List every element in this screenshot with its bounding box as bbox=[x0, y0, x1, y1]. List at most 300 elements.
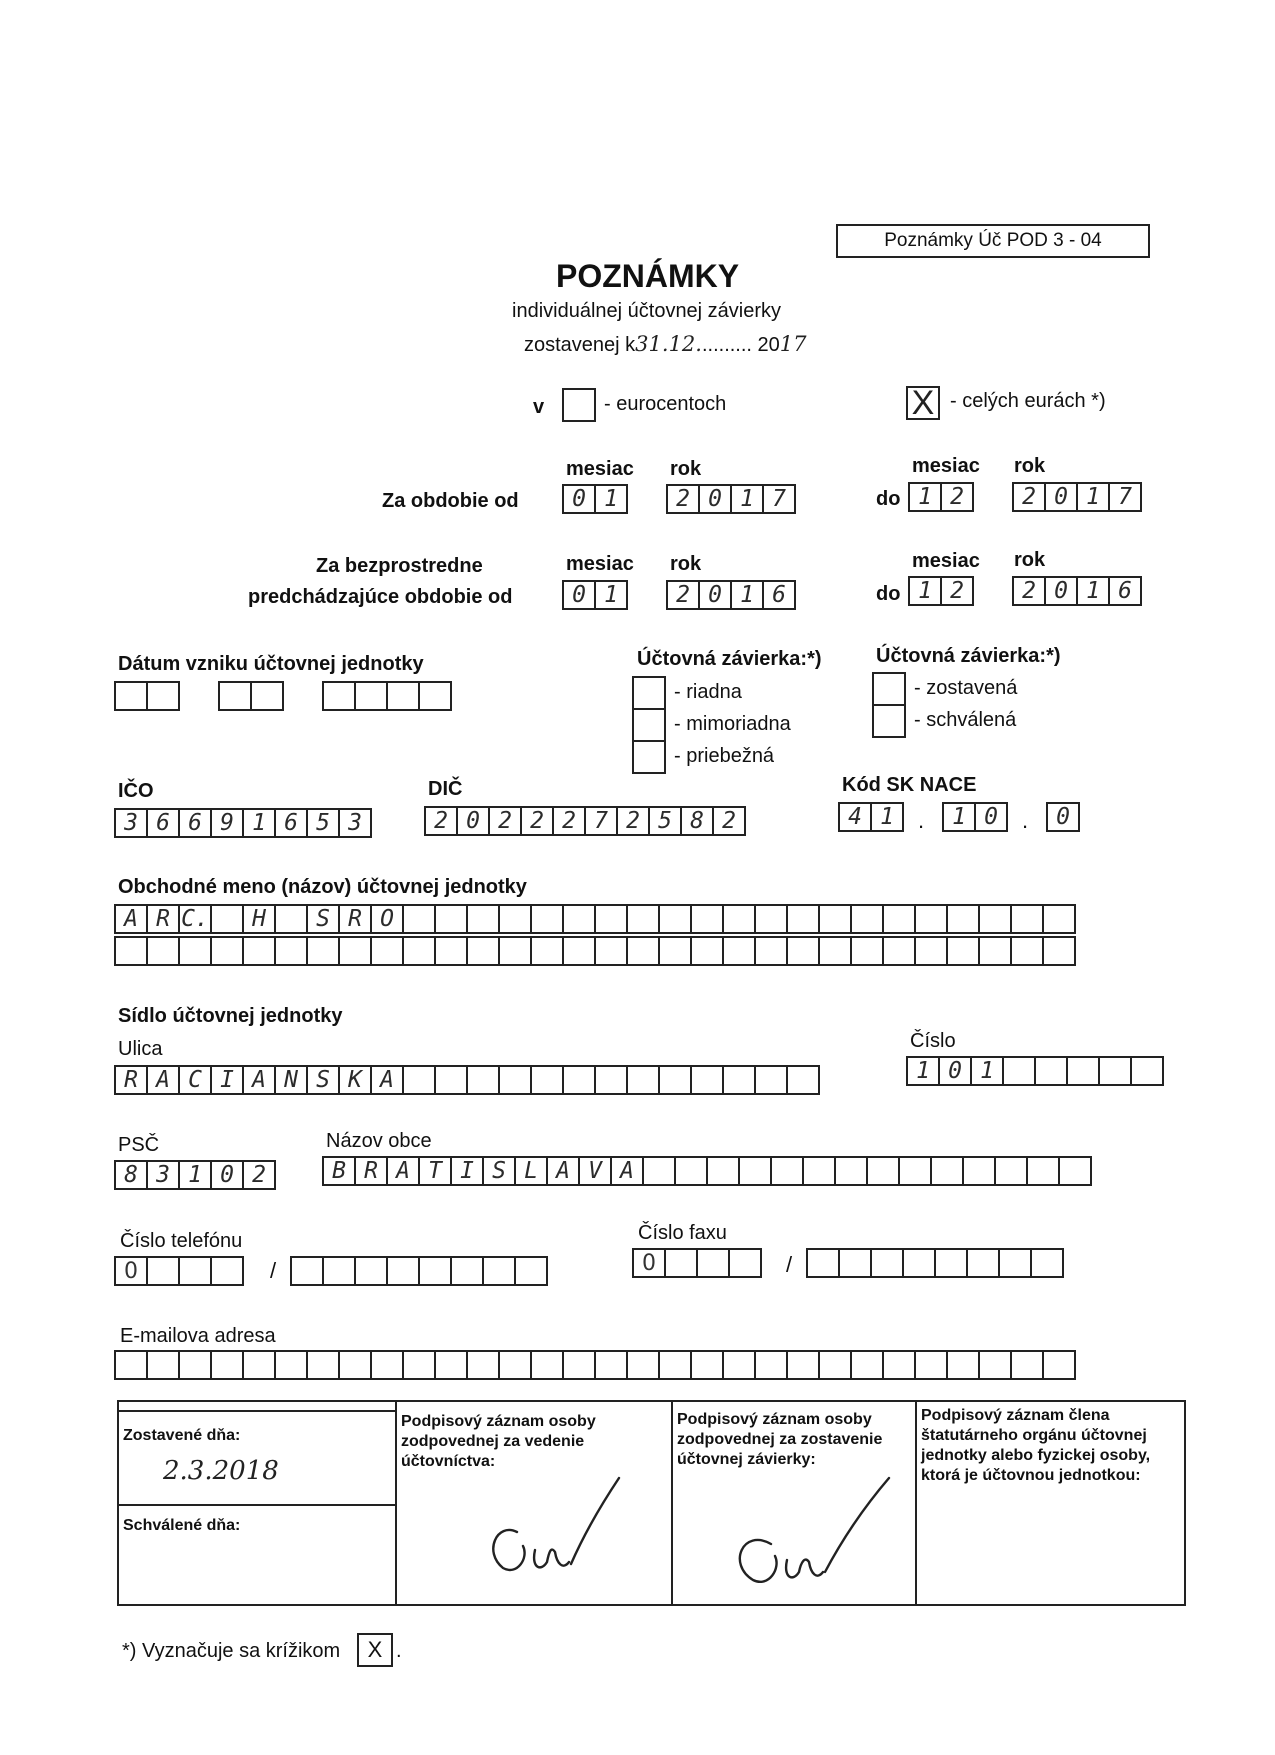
char-box[interactable] bbox=[434, 904, 468, 934]
form-code: Poznámky Úč POD 3 - 04 bbox=[884, 230, 1102, 251]
fax-prefix-field[interactable] bbox=[632, 1248, 760, 1278]
char-box[interactable] bbox=[498, 1065, 532, 1095]
char-box[interactable] bbox=[418, 1256, 452, 1286]
phone-prefix-field[interactable] bbox=[114, 1256, 242, 1286]
char-box[interactable] bbox=[690, 936, 724, 966]
digit[interactable]: 1 bbox=[594, 484, 628, 514]
char-box[interactable] bbox=[402, 936, 436, 966]
compiled-prefix: zostavenej k bbox=[524, 334, 636, 356]
compiled-label: Zostavené dňa: bbox=[123, 1427, 241, 1444]
char-box[interactable] bbox=[338, 1350, 372, 1380]
signature-col-statutory bbox=[915, 1402, 1188, 1604]
char[interactable]: C. bbox=[178, 904, 212, 934]
char-box[interactable] bbox=[466, 904, 500, 934]
period-from-month[interactable] bbox=[562, 484, 626, 514]
nace-dot: . bbox=[918, 808, 925, 833]
char-box[interactable] bbox=[834, 1156, 868, 1186]
closing-approved-checkbox[interactable] bbox=[872, 704, 906, 738]
digit[interactable]: 3 bbox=[114, 808, 148, 838]
digit[interactable]: 2 bbox=[552, 806, 586, 836]
closing-extraordinary-checkbox[interactable] bbox=[632, 708, 666, 742]
char[interactable]: B bbox=[322, 1156, 356, 1186]
digit[interactable]: 5 bbox=[306, 808, 340, 838]
char-box[interactable] bbox=[514, 1256, 548, 1286]
char-box[interactable] bbox=[934, 1248, 968, 1278]
char-box[interactable] bbox=[482, 1256, 516, 1286]
digit[interactable]: 2 bbox=[616, 806, 650, 836]
char-box[interactable] bbox=[786, 936, 820, 966]
char-box[interactable] bbox=[114, 936, 148, 966]
char-box[interactable] bbox=[530, 904, 564, 934]
char-box[interactable] bbox=[1010, 904, 1044, 934]
char-box[interactable] bbox=[594, 936, 628, 966]
digit[interactable]: 6 bbox=[1108, 576, 1142, 606]
footnote-mark-box bbox=[357, 1633, 393, 1667]
prev-to-month[interactable] bbox=[908, 576, 972, 606]
char-box[interactable] bbox=[290, 1256, 324, 1286]
digit-box[interactable] bbox=[664, 1248, 698, 1278]
digit[interactable]: 1 bbox=[1076, 482, 1110, 512]
char-box[interactable] bbox=[626, 936, 660, 966]
char-box[interactable] bbox=[210, 1350, 244, 1380]
char-box[interactable] bbox=[402, 1065, 436, 1095]
char-box[interactable] bbox=[658, 904, 692, 934]
char-box[interactable] bbox=[882, 1350, 916, 1380]
char-box[interactable] bbox=[1010, 1350, 1044, 1380]
char-box[interactable] bbox=[850, 1350, 884, 1380]
char-box[interactable] bbox=[850, 904, 884, 934]
char[interactable]: A bbox=[610, 1156, 644, 1186]
digit[interactable]: 2 bbox=[712, 806, 746, 836]
digit[interactable]: 2 bbox=[940, 576, 974, 606]
char-box[interactable] bbox=[306, 1350, 340, 1380]
signature-mark bbox=[713, 1472, 903, 1592]
char-box[interactable] bbox=[882, 936, 916, 966]
digit[interactable]: 0 bbox=[632, 1248, 666, 1278]
founding-year[interactable] bbox=[322, 681, 450, 711]
char-box[interactable] bbox=[690, 1350, 724, 1380]
char-box[interactable] bbox=[1098, 1056, 1132, 1086]
char-box[interactable] bbox=[242, 936, 276, 966]
char[interactable]: V bbox=[578, 1156, 612, 1186]
digit[interactable]: 1 bbox=[1076, 576, 1110, 606]
fax-label: Číslo faxu bbox=[638, 1222, 727, 1244]
char-box[interactable] bbox=[722, 1065, 756, 1095]
char[interactable]: L bbox=[514, 1156, 548, 1186]
closing-interim-checkbox[interactable] bbox=[632, 740, 666, 774]
char-box[interactable] bbox=[306, 936, 340, 966]
char-box[interactable] bbox=[626, 1065, 660, 1095]
digit-box[interactable] bbox=[218, 681, 252, 711]
char[interactable]: 1 bbox=[970, 1056, 1004, 1086]
digit-box[interactable] bbox=[178, 1256, 212, 1286]
char-box[interactable] bbox=[914, 1350, 948, 1380]
company-name-row-2[interactable] bbox=[114, 936, 1074, 966]
char-box[interactable] bbox=[946, 936, 980, 966]
char[interactable]: N bbox=[274, 1065, 308, 1095]
char-box[interactable] bbox=[902, 1248, 936, 1278]
nace-part2[interactable] bbox=[942, 802, 1006, 832]
phone-number-field[interactable] bbox=[290, 1256, 546, 1286]
period-to-label: do bbox=[876, 488, 901, 510]
form-code-box bbox=[836, 224, 1150, 258]
street-label: Ulica bbox=[118, 1038, 163, 1060]
digit[interactable]: 8 bbox=[680, 806, 714, 836]
char-box[interactable] bbox=[274, 936, 308, 966]
char-box[interactable] bbox=[642, 1156, 676, 1186]
char-box[interactable] bbox=[498, 1350, 532, 1380]
char-box[interactable] bbox=[754, 904, 788, 934]
char-box[interactable] bbox=[466, 1350, 500, 1380]
prev-from-month[interactable] bbox=[562, 580, 626, 610]
char-box[interactable] bbox=[594, 1065, 628, 1095]
char-box[interactable] bbox=[1130, 1056, 1164, 1086]
char-box[interactable] bbox=[530, 1065, 564, 1095]
prev-year-label: rok bbox=[670, 553, 702, 575]
char-box[interactable] bbox=[690, 1065, 724, 1095]
char[interactable]: A bbox=[386, 1156, 420, 1186]
char-box[interactable] bbox=[354, 1256, 388, 1286]
prev-month-label: mesiac bbox=[566, 553, 634, 575]
period-to-year[interactable] bbox=[1012, 482, 1140, 512]
digit[interactable]: 1 bbox=[242, 808, 276, 838]
char-box[interactable] bbox=[498, 904, 532, 934]
char-box[interactable] bbox=[754, 1350, 788, 1380]
char-box[interactable] bbox=[626, 904, 660, 934]
euros-checkbox[interactable] bbox=[906, 386, 940, 420]
digit[interactable]: 6 bbox=[146, 808, 180, 838]
char-box[interactable] bbox=[434, 1350, 468, 1380]
company-label: Obchodné meno (názov) účtovnej jednotky bbox=[118, 876, 527, 898]
char-box[interactable] bbox=[434, 936, 468, 966]
char[interactable]: H bbox=[242, 904, 276, 934]
char-box[interactable] bbox=[498, 936, 532, 966]
char-box[interactable] bbox=[434, 1065, 468, 1095]
char-box[interactable] bbox=[978, 904, 1012, 934]
char-box[interactable] bbox=[562, 1350, 596, 1380]
char[interactable]: S bbox=[306, 904, 340, 934]
signature-col-label: Podpisový záznam osoby zodpovednej za zostavenie účtovnej závierky: bbox=[677, 1411, 883, 1468]
closing-regular-checkbox[interactable] bbox=[632, 676, 666, 710]
char-box[interactable] bbox=[146, 1350, 180, 1380]
period-to-month[interactable] bbox=[908, 482, 972, 512]
phone-slash: / bbox=[270, 1258, 277, 1283]
char-box[interactable] bbox=[402, 904, 436, 934]
char[interactable]: A bbox=[114, 904, 148, 934]
compiled-line: zostavenej k31.12.......... 2017 bbox=[524, 332, 807, 356]
char-box[interactable] bbox=[754, 1065, 788, 1095]
char-box[interactable] bbox=[1030, 1248, 1064, 1278]
char-box[interactable] bbox=[386, 1256, 420, 1286]
digit-box[interactable] bbox=[386, 681, 420, 711]
street-field[interactable] bbox=[114, 1065, 818, 1095]
closing-status-option: - schválená bbox=[914, 709, 1017, 731]
char-box[interactable] bbox=[866, 1156, 900, 1186]
char-box[interactable] bbox=[530, 936, 564, 966]
char-box[interactable] bbox=[898, 1156, 932, 1186]
ico-field[interactable] bbox=[114, 808, 370, 838]
nace-part1[interactable] bbox=[838, 802, 902, 832]
char-box[interactable] bbox=[370, 936, 404, 966]
prev-to-year[interactable] bbox=[1012, 576, 1140, 606]
char-box[interactable] bbox=[806, 1248, 840, 1278]
char-box[interactable] bbox=[738, 1156, 772, 1186]
closing-compiled-checkbox[interactable] bbox=[872, 672, 906, 706]
digit[interactable]: 2 bbox=[424, 806, 458, 836]
char-box[interactable] bbox=[274, 1350, 308, 1380]
char-box[interactable] bbox=[722, 1350, 756, 1380]
nace-part3[interactable] bbox=[1046, 802, 1078, 832]
digit[interactable]: 0 bbox=[1044, 576, 1078, 606]
digit[interactable]: 1 bbox=[730, 580, 764, 610]
char-box[interactable] bbox=[870, 1248, 904, 1278]
digit[interactable]: 4 bbox=[838, 802, 872, 832]
char-box[interactable] bbox=[1042, 904, 1076, 934]
char-box[interactable] bbox=[838, 1248, 872, 1278]
char-box[interactable] bbox=[802, 1156, 836, 1186]
char-box[interactable] bbox=[770, 1156, 804, 1186]
digit[interactable]: 2 bbox=[666, 580, 700, 610]
char[interactable]: R bbox=[338, 904, 372, 934]
digit[interactable]: 2 bbox=[1012, 576, 1046, 606]
digit[interactable]: 6 bbox=[274, 808, 308, 838]
char-box[interactable] bbox=[322, 1256, 356, 1286]
char-box[interactable] bbox=[338, 936, 372, 966]
closing-option: - priebežná bbox=[674, 745, 775, 767]
char-box[interactable] bbox=[914, 904, 948, 934]
digit-box[interactable] bbox=[114, 681, 148, 711]
digit-box[interactable] bbox=[728, 1248, 762, 1278]
founding-month[interactable] bbox=[218, 681, 282, 711]
char-box[interactable] bbox=[562, 936, 596, 966]
char-box[interactable] bbox=[594, 1350, 628, 1380]
char-box[interactable] bbox=[966, 1248, 1000, 1278]
digit[interactable]: 0 bbox=[974, 802, 1008, 832]
street-number-field[interactable] bbox=[906, 1056, 1162, 1086]
digit-box[interactable] bbox=[418, 681, 452, 711]
digit[interactable]: 6 bbox=[762, 580, 796, 610]
char-box[interactable] bbox=[1058, 1156, 1092, 1186]
char-box[interactable] bbox=[690, 904, 724, 934]
char-box[interactable] bbox=[562, 1065, 596, 1095]
digit-box[interactable] bbox=[210, 1256, 244, 1286]
closing-status-option: - zostavená bbox=[914, 677, 1018, 699]
char[interactable]: C bbox=[178, 1065, 212, 1095]
eurocents-checkbox[interactable] bbox=[562, 388, 596, 422]
char[interactable]: A bbox=[370, 1065, 404, 1095]
footnote-tail: . bbox=[396, 1640, 402, 1662]
char-box[interactable] bbox=[402, 1350, 436, 1380]
ico-label: IČO bbox=[118, 780, 154, 802]
digit[interactable]: 0 bbox=[562, 484, 596, 514]
char-box[interactable] bbox=[850, 936, 884, 966]
char-box[interactable] bbox=[466, 1065, 500, 1095]
char-box[interactable] bbox=[722, 904, 756, 934]
char-box[interactable] bbox=[1002, 1056, 1036, 1086]
char-box[interactable] bbox=[674, 1156, 708, 1186]
footnote-mark: X bbox=[367, 1637, 383, 1662]
char-box[interactable] bbox=[994, 1156, 1028, 1186]
digit[interactable]: 2 bbox=[520, 806, 554, 836]
prev-to-year-label: rok bbox=[1014, 549, 1046, 571]
email-field[interactable] bbox=[114, 1350, 1074, 1380]
char-box[interactable] bbox=[178, 1350, 212, 1380]
char-box[interactable] bbox=[1042, 1350, 1076, 1380]
nace-label: Kód SK NACE bbox=[842, 774, 977, 796]
compiled-value[interactable]: 2.3.2018 bbox=[163, 1456, 279, 1486]
prev-from-year[interactable] bbox=[666, 580, 794, 610]
fax-slash: / bbox=[786, 1252, 793, 1277]
founding-day[interactable] bbox=[114, 681, 178, 711]
digit[interactable]: 9 bbox=[210, 808, 244, 838]
digit[interactable]: 2 bbox=[242, 1160, 276, 1190]
char-box[interactable] bbox=[882, 904, 916, 934]
digit[interactable]: 0 bbox=[1044, 482, 1078, 512]
char[interactable]: I bbox=[210, 1065, 244, 1095]
eurocents-label: - eurocentoch bbox=[604, 393, 727, 415]
city-field[interactable] bbox=[322, 1156, 1090, 1186]
char-box[interactable] bbox=[530, 1350, 564, 1380]
char[interactable]: I bbox=[450, 1156, 484, 1186]
char-box[interactable] bbox=[946, 904, 980, 934]
char-box[interactable] bbox=[1066, 1056, 1100, 1086]
euros-label: - celých eurách *) bbox=[950, 390, 1106, 412]
digit[interactable]: 0 bbox=[698, 484, 732, 514]
digit[interactable]: 2 bbox=[1012, 482, 1046, 512]
digit[interactable]: 5 bbox=[648, 806, 682, 836]
char[interactable]: K bbox=[338, 1065, 372, 1095]
digit[interactable]: 0 bbox=[456, 806, 490, 836]
digit[interactable]: 1 bbox=[730, 484, 764, 514]
digit[interactable]: 7 bbox=[584, 806, 618, 836]
digit[interactable]: 1 bbox=[908, 482, 942, 512]
char-box[interactable] bbox=[1010, 936, 1044, 966]
digit[interactable]: 7 bbox=[1108, 482, 1142, 512]
digit-box[interactable] bbox=[146, 681, 180, 711]
char-box[interactable] bbox=[1026, 1156, 1060, 1186]
char-box[interactable] bbox=[658, 936, 692, 966]
char-box[interactable] bbox=[658, 1065, 692, 1095]
char[interactable]: R bbox=[354, 1156, 388, 1186]
char-box[interactable] bbox=[818, 904, 852, 934]
char[interactable] bbox=[210, 904, 244, 934]
char-box[interactable] bbox=[786, 904, 820, 934]
char[interactable]: 1 bbox=[906, 1056, 940, 1086]
signature-mark bbox=[477, 1472, 637, 1582]
char-box[interactable] bbox=[818, 936, 852, 966]
digit[interactable]: 3 bbox=[146, 1160, 180, 1190]
closing-status-heading: Účtovná závierka:*) bbox=[876, 645, 1061, 667]
digit-box[interactable] bbox=[322, 681, 356, 711]
digit[interactable]: 6 bbox=[178, 808, 212, 838]
company-name-row-1[interactable] bbox=[114, 904, 1074, 934]
compiled-date-cell bbox=[119, 1410, 395, 1506]
digit-box[interactable] bbox=[146, 1256, 180, 1286]
digit[interactable]: 2 bbox=[488, 806, 522, 836]
digit[interactable]: 7 bbox=[762, 484, 796, 514]
char[interactable]: T bbox=[418, 1156, 452, 1186]
char-box[interactable] bbox=[786, 1065, 820, 1095]
char-box[interactable] bbox=[786, 1350, 820, 1380]
char-box[interactable] bbox=[370, 1350, 404, 1380]
char-box[interactable] bbox=[722, 936, 756, 966]
char-box[interactable] bbox=[706, 1156, 740, 1186]
char[interactable]: R bbox=[114, 1065, 148, 1095]
digit-box[interactable] bbox=[250, 681, 284, 711]
units-prefix: v bbox=[533, 396, 545, 418]
char-box[interactable] bbox=[978, 1350, 1012, 1380]
dic-field[interactable] bbox=[424, 806, 744, 836]
digit[interactable]: 2 bbox=[666, 484, 700, 514]
char[interactable]: S bbox=[306, 1065, 340, 1095]
char-box[interactable] bbox=[962, 1156, 996, 1186]
digit[interactable]: 1 bbox=[594, 580, 628, 610]
digit[interactable]: 3 bbox=[338, 808, 372, 838]
char-box[interactable] bbox=[754, 936, 788, 966]
char-box[interactable] bbox=[594, 904, 628, 934]
char[interactable] bbox=[274, 904, 308, 934]
digit[interactable]: 1 bbox=[178, 1160, 212, 1190]
char-box[interactable] bbox=[178, 936, 212, 966]
period-from-year[interactable] bbox=[666, 484, 794, 514]
digit[interactable]: 8 bbox=[114, 1160, 148, 1190]
char-box[interactable] bbox=[998, 1248, 1032, 1278]
signature-col-label: Podpisový záznam člena štatutárneho orgánu účtovnej jednotky alebo fyzickej osoby, ktorá je účtovnou jednotkou: bbox=[921, 1407, 1151, 1484]
char[interactable]: S bbox=[482, 1156, 516, 1186]
digit[interactable]: 2 bbox=[940, 482, 974, 512]
char-box[interactable] bbox=[658, 1350, 692, 1380]
char-box[interactable] bbox=[914, 936, 948, 966]
compiled-year-suffix[interactable]: 17 bbox=[779, 332, 807, 356]
fax-number-field[interactable] bbox=[806, 1248, 1062, 1278]
char-box[interactable] bbox=[1034, 1056, 1068, 1086]
char[interactable]: A bbox=[242, 1065, 276, 1095]
char[interactable]: A bbox=[146, 1065, 180, 1095]
digit[interactable]: 1 bbox=[908, 576, 942, 606]
zip-field[interactable] bbox=[114, 1160, 274, 1190]
digit-box[interactable] bbox=[354, 681, 388, 711]
char-box[interactable] bbox=[562, 904, 596, 934]
digit[interactable]: 1 bbox=[942, 802, 976, 832]
char-box[interactable] bbox=[930, 1156, 964, 1186]
char[interactable]: R bbox=[146, 904, 180, 934]
digit[interactable]: 0 bbox=[698, 580, 732, 610]
signature-table bbox=[117, 1400, 1186, 1606]
char-box[interactable] bbox=[450, 1256, 484, 1286]
char-box[interactable] bbox=[466, 936, 500, 966]
char-box[interactable] bbox=[242, 1350, 276, 1380]
char-box[interactable] bbox=[146, 936, 180, 966]
char-box[interactable] bbox=[818, 1350, 852, 1380]
digit[interactable]: 0 bbox=[562, 580, 596, 610]
compiled-date[interactable]: 31.12. bbox=[635, 332, 702, 356]
number-label: Číslo bbox=[910, 1030, 956, 1052]
char-box[interactable] bbox=[210, 936, 244, 966]
char[interactable]: O bbox=[370, 904, 404, 934]
digit[interactable]: 0 bbox=[210, 1160, 244, 1190]
char[interactable]: 0 bbox=[938, 1056, 972, 1086]
char[interactable]: A bbox=[546, 1156, 580, 1186]
char-box[interactable] bbox=[1042, 936, 1076, 966]
char-box[interactable] bbox=[978, 936, 1012, 966]
digit[interactable]: 0 bbox=[114, 1256, 148, 1286]
digit-box[interactable] bbox=[696, 1248, 730, 1278]
char-box[interactable] bbox=[114, 1350, 148, 1380]
char-box[interactable] bbox=[946, 1350, 980, 1380]
digit[interactable]: 1 bbox=[870, 802, 904, 832]
char-box[interactable] bbox=[626, 1350, 660, 1380]
digit[interactable]: 0 bbox=[1046, 802, 1080, 832]
